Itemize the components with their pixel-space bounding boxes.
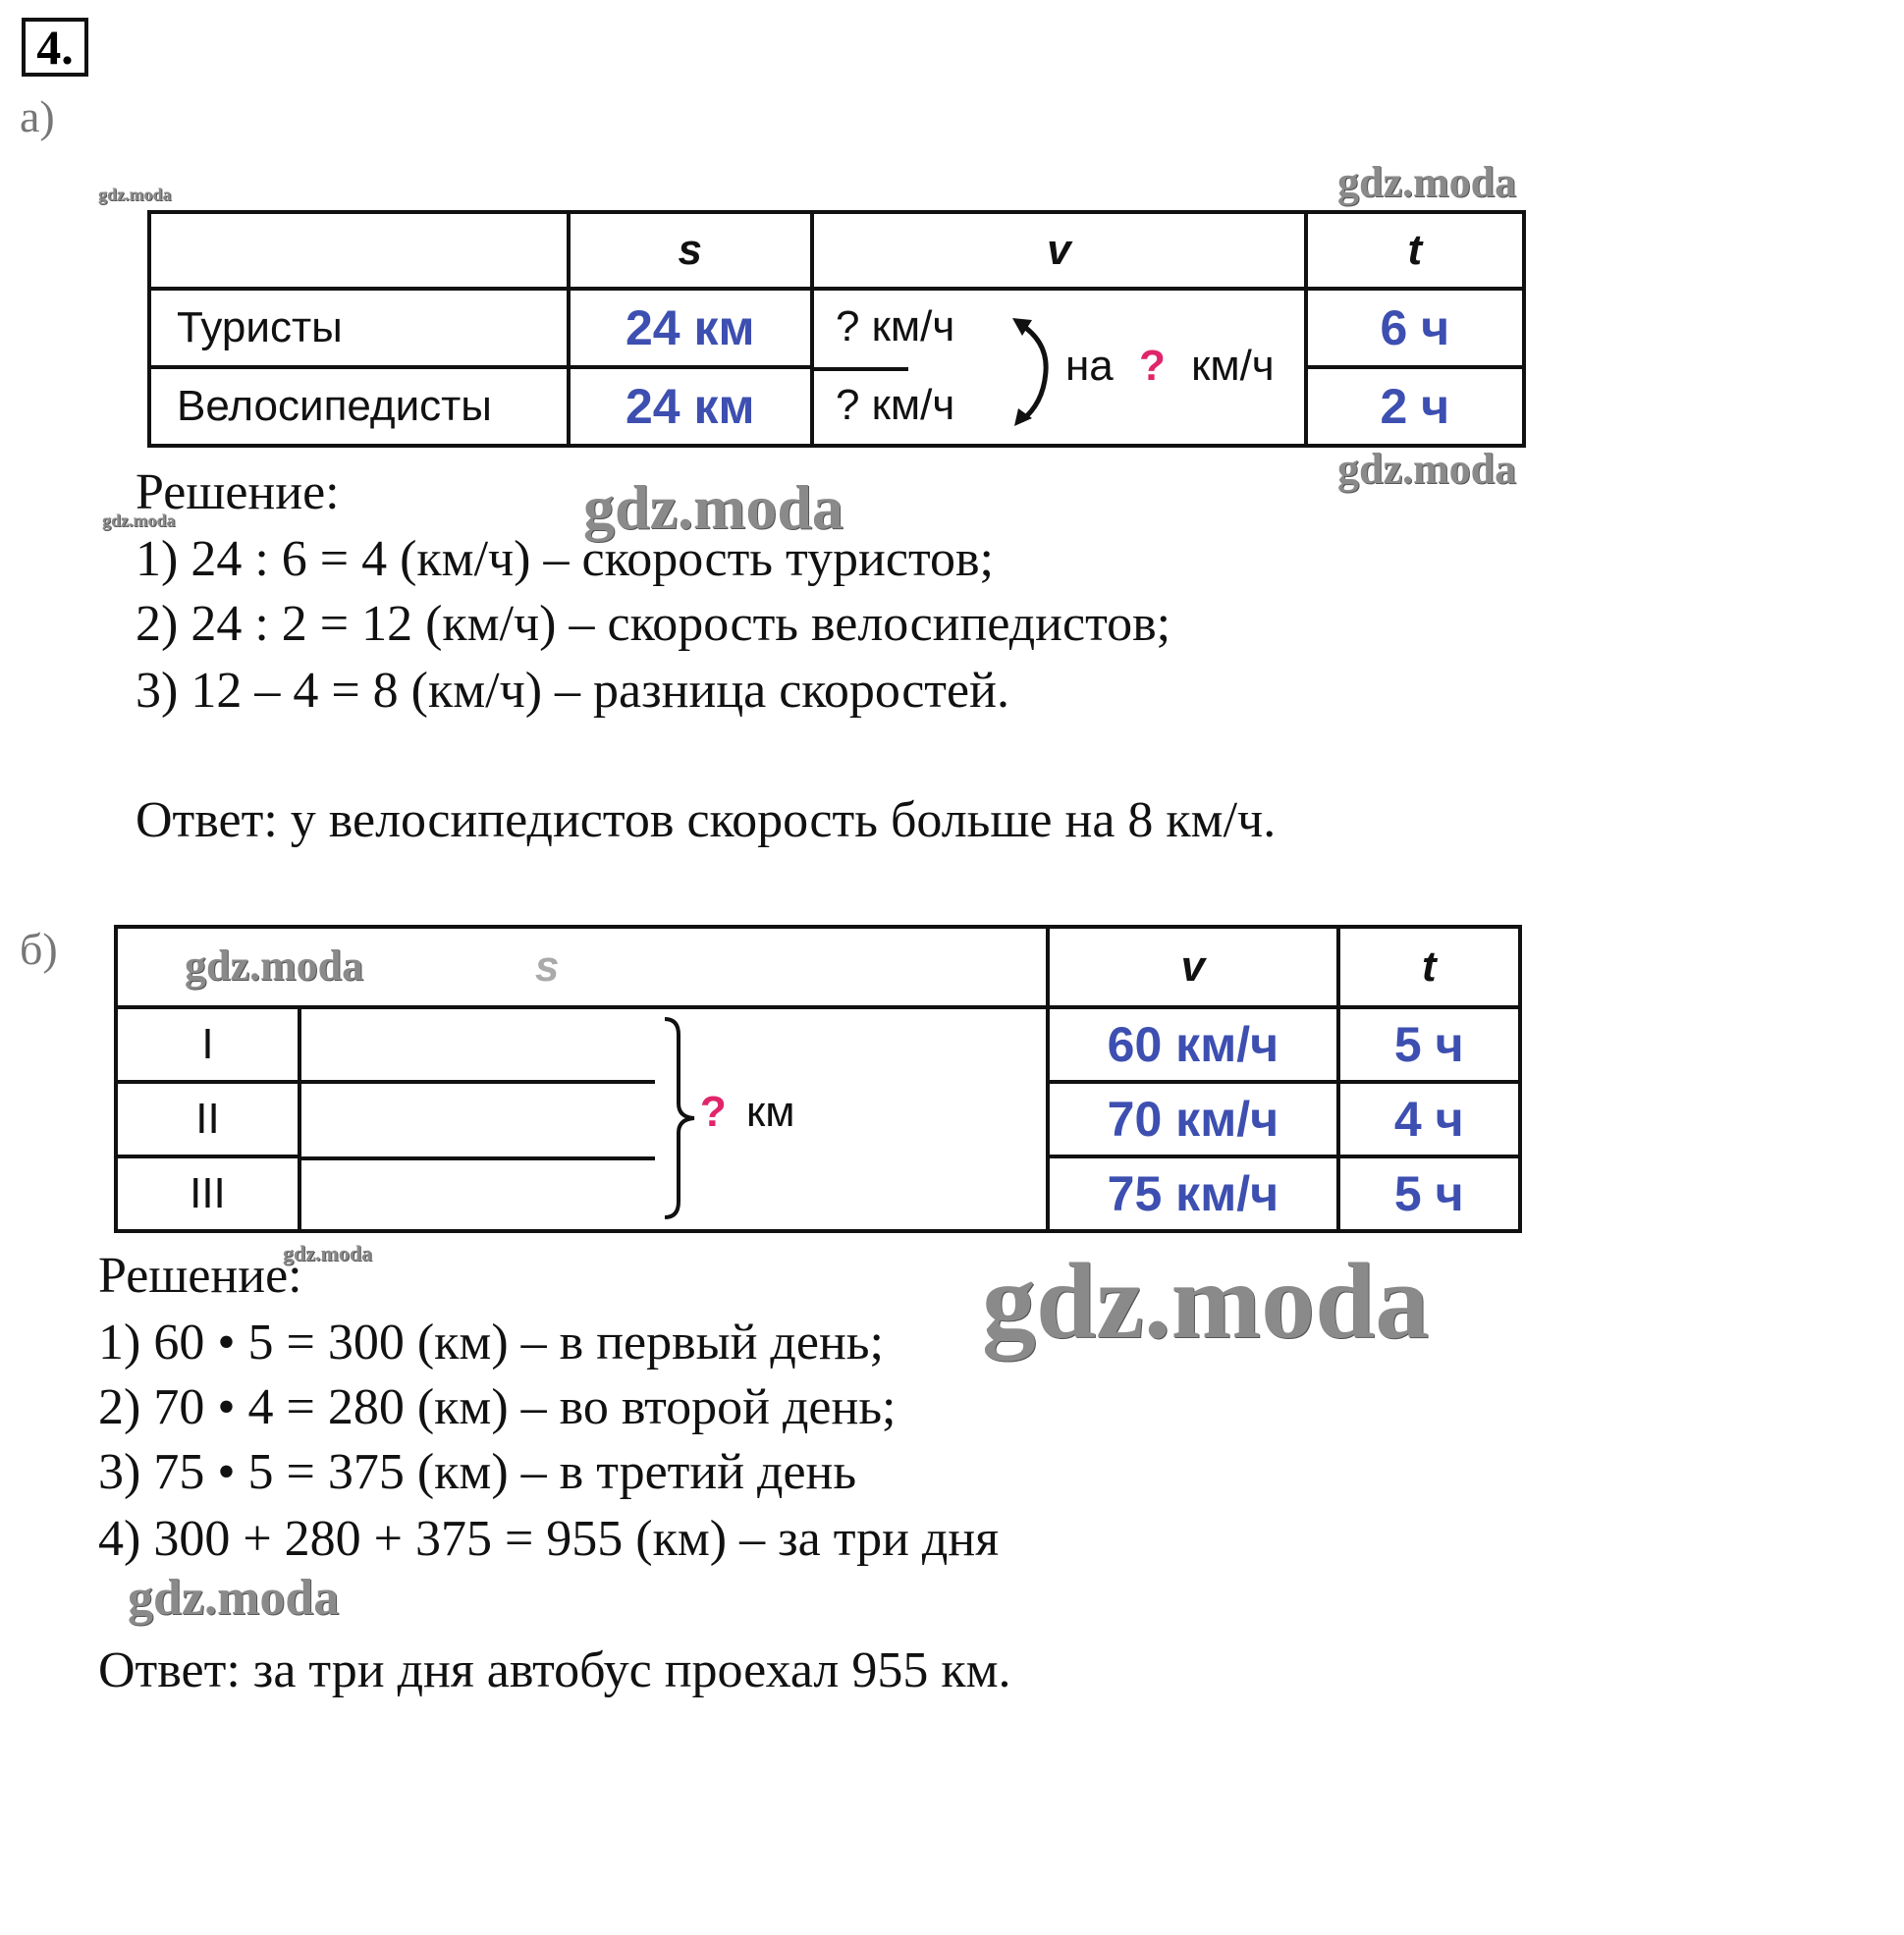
row-divider [301,1080,655,1084]
difference-prefix: на [1064,342,1114,390]
solution-step: 2) 70 • 4 = 280 (км) – во второй день; [98,1379,897,1435]
watermark: gdz.moda [185,941,364,990]
time-cell: 5 ч [1338,1156,1520,1231]
solution-step: 3) 12 – 4 = 8 (км/ч) – разница скоростей. [136,663,1009,719]
watermark: gdz.moda [283,1241,373,1265]
row-divider [301,1156,655,1160]
header-s: s [299,927,1048,1007]
difference-unit: км/ч [1191,342,1275,390]
row-divider [814,367,908,371]
solution-step: 3) 75 • 5 = 375 (км) – в третий день [98,1444,857,1500]
time-cell: 4 ч [1338,1082,1520,1156]
distance-cell: 24 км [569,289,812,367]
time-cell: 6 ч [1306,289,1524,367]
watermark: gdz.moda [1337,158,1517,206]
sum-unit: км [746,1088,795,1136]
bracket-arrow-icon [1010,312,1060,430]
row-label: Велосипедисты [149,367,569,446]
watermark: gdz.moda [583,472,843,542]
header-s: s [569,212,812,289]
solution-title: Решение: [98,1248,302,1304]
solution-step: 1) 60 • 5 = 300 (км) – в первый день; [98,1315,884,1371]
distance-cell: 24 км [569,367,812,446]
header-t: t [1306,212,1524,289]
speed-value: ? км/ч [835,302,955,350]
solution-step: 1) 24 : 6 = 4 (км/ч) – скорость туристов; [136,531,994,587]
answer: Ответ: за три дня автобус проехал 955 км. [98,1642,1011,1698]
watermark: gdz.moda [1337,445,1517,493]
row-label: III [116,1156,299,1231]
solution-title: Решение: [136,464,340,520]
solution-step: 4) 300 + 280 + 375 = 955 (км) – за три дня [98,1511,1000,1567]
question-mark: ? [699,1088,727,1136]
time-cell: 2 ч [1306,367,1524,446]
curly-brace-icon [661,1015,700,1221]
row-label: I [116,1007,299,1082]
part-b-label: б) [20,924,58,974]
header-v: v [812,212,1306,289]
header-empty [116,927,299,1007]
watermark: gdz.moda [102,511,176,530]
time-cell: 5 ч [1338,1007,1520,1082]
row-label: Туристы [149,289,569,367]
watermark: gdz.moda [98,185,172,204]
header-empty [149,212,569,289]
distance-cell [299,1007,1048,1231]
speed-cell: 60 км/ч [1048,1007,1337,1082]
header-t: t [1338,927,1520,1007]
watermark: gdz.moda [128,1570,340,1626]
answer: Ответ: у велосипедистов скорость больше на 8 км/ч. [136,792,1277,848]
solution-step: 2) 24 : 2 = 12 (км/ч) – скорость велосипедистов; [136,596,1171,652]
speed-cell: 70 км/ч [1048,1082,1337,1156]
sum-label [700,1088,795,1137]
speed-value: ? км/ч [835,381,955,429]
difference-label [1065,342,1275,391]
table-b [114,925,1522,1233]
part-a-label: а) [20,91,55,141]
task-number: 4. [22,18,88,77]
row-label: II [116,1082,299,1156]
header-v: v [1048,927,1337,1007]
speed-cell: 75 км/ч [1048,1156,1337,1231]
table-a [147,210,1526,448]
watermark: gdz.moda [982,1241,1430,1361]
question-mark: ? [1138,342,1166,390]
speed-cell [812,289,1306,446]
